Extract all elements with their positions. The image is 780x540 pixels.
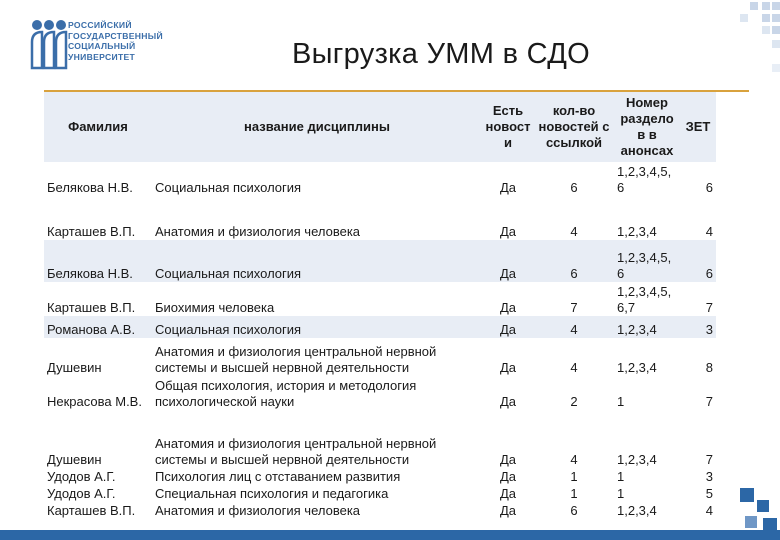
row-name: Белякова Н.В.	[44, 240, 152, 282]
umm-table	[44, 92, 716, 519]
decorative-squares-bottom-icon	[705, 458, 780, 540]
row-zet: 4	[705, 224, 713, 239]
row-discipline: Социальная психология	[152, 240, 482, 282]
row-zet: 6	[705, 180, 713, 195]
row-name: Некрасова М.В.	[47, 394, 142, 409]
row-sections: 1,2,3,4,5, 6	[614, 240, 680, 282]
header-zet: ЗЕТ	[680, 92, 716, 162]
row-sections: 1,2,3,4	[617, 503, 657, 518]
row-discipline: Общая психология, история и методология психологической науки	[155, 378, 417, 409]
table-row	[44, 316, 716, 338]
row-news-count: 1	[570, 486, 578, 501]
row-name: Белякова Н.В.	[47, 180, 133, 195]
row-name: Романова А.В.	[44, 316, 152, 338]
row-zet: 3	[680, 316, 716, 338]
row-zet: 7	[705, 452, 713, 467]
row-zet: 7	[705, 394, 713, 409]
row-has-news: Да	[499, 452, 517, 467]
row-news-count: 4	[570, 224, 578, 239]
table-row	[44, 282, 716, 316]
row-news-count: 7	[570, 300, 578, 315]
row-news-count: 6	[570, 180, 578, 195]
row-name: Карташев В.П.	[47, 503, 136, 518]
footer-bar	[0, 530, 780, 540]
row-has-news: Да	[499, 486, 517, 501]
table-row	[44, 338, 716, 376]
row-sections: 1	[617, 394, 625, 409]
row-sections: 1	[617, 486, 625, 501]
table-row	[44, 410, 716, 468]
row-zet: 4	[705, 503, 713, 518]
row-sections: 1,2,3,4	[617, 224, 657, 239]
row-name: Карташев В.П.	[47, 300, 136, 315]
header-discipline: название дисциплины	[152, 92, 482, 162]
row-news-count: 2	[570, 394, 578, 409]
table-row	[44, 376, 716, 410]
row-discipline: Психология лиц с отставанием развития	[155, 469, 401, 484]
table-row	[44, 196, 716, 240]
row-discipline: Социальная психология	[152, 316, 482, 338]
row-discipline: Анатомия и физиология центральной нервной системы и высшей нервной деятельности	[155, 436, 437, 467]
row-sections: 1,2,3,4	[617, 452, 657, 467]
logo-line: УНИВЕРСИТЕТ	[68, 51, 136, 62]
row-zet: 8	[705, 360, 713, 375]
row-news-count: 4	[534, 316, 614, 338]
row-news-count: 6	[534, 240, 614, 282]
row-discipline: Специальная психология и педагогика	[155, 486, 389, 501]
row-zet: 6	[680, 240, 716, 282]
row-has-news: Да	[482, 316, 534, 338]
row-has-news: Да	[499, 360, 517, 375]
logo-text	[68, 20, 163, 62]
row-zet: 7	[705, 300, 713, 315]
table-row	[44, 240, 716, 282]
row-discipline: Анатомия и физиология центральной нервной системы и высшей нервной деятельности	[155, 344, 437, 375]
table-row	[44, 162, 716, 196]
row-sections: 1,2,3,4	[617, 360, 657, 375]
row-has-news: Да	[499, 469, 517, 484]
logo-line: РОССИЙСКИЙ	[68, 20, 132, 30]
row-discipline: Социальная психология	[155, 180, 302, 195]
row-news-count: 1	[570, 469, 578, 484]
row-has-news: Да	[499, 224, 517, 239]
header-news-count: кол-во новостей с ссылкой	[534, 92, 614, 162]
row-zet: 3	[705, 469, 713, 484]
row-name: Удодов А.Г.	[47, 486, 116, 501]
row-has-news: Да	[482, 240, 534, 282]
logo-line: ГОСУДАРСТВЕННЫЙ	[68, 30, 163, 41]
decorative-squares-icon	[720, 0, 780, 120]
row-has-news: Да	[499, 503, 517, 518]
table-row	[44, 485, 716, 502]
row-sections: 1	[617, 469, 625, 484]
page-title: Выгрузка УММ в СДО	[292, 38, 591, 70]
row-has-news: Да	[499, 180, 517, 195]
row-name: Карташев В.П.	[47, 224, 136, 239]
logo-line: СОЦИАЛЬНЫЙ	[68, 41, 136, 52]
row-news-count: 4	[570, 360, 578, 375]
row-sections: 1,2,3,4	[614, 316, 680, 338]
row-news-count: 4	[570, 452, 578, 467]
row-discipline: Анатомия и физиология человека	[155, 503, 361, 518]
row-sections: 1,2,3,4,5, 6	[617, 164, 672, 195]
row-news-count: 6	[570, 503, 578, 518]
header-section-number: Номер раздело в в анонсах	[614, 92, 680, 162]
row-discipline: Биохимия человека	[155, 300, 275, 315]
row-has-news: Да	[499, 394, 517, 409]
row-discipline: Анатомия и физиология человека	[155, 224, 361, 239]
row-zet: 5	[705, 486, 713, 501]
header-has-news: Есть новост и	[482, 92, 534, 162]
row-name: Удодов А.Г.	[47, 469, 116, 484]
row-name: Душевин	[47, 360, 102, 375]
row-has-news: Да	[499, 300, 517, 315]
row-sections: 1,2,3,4,5, 6,7	[617, 284, 672, 315]
header-name: Фамилия	[44, 92, 152, 162]
row-name: Душевин	[47, 452, 102, 467]
table-row	[44, 468, 716, 485]
table-row	[44, 502, 716, 519]
